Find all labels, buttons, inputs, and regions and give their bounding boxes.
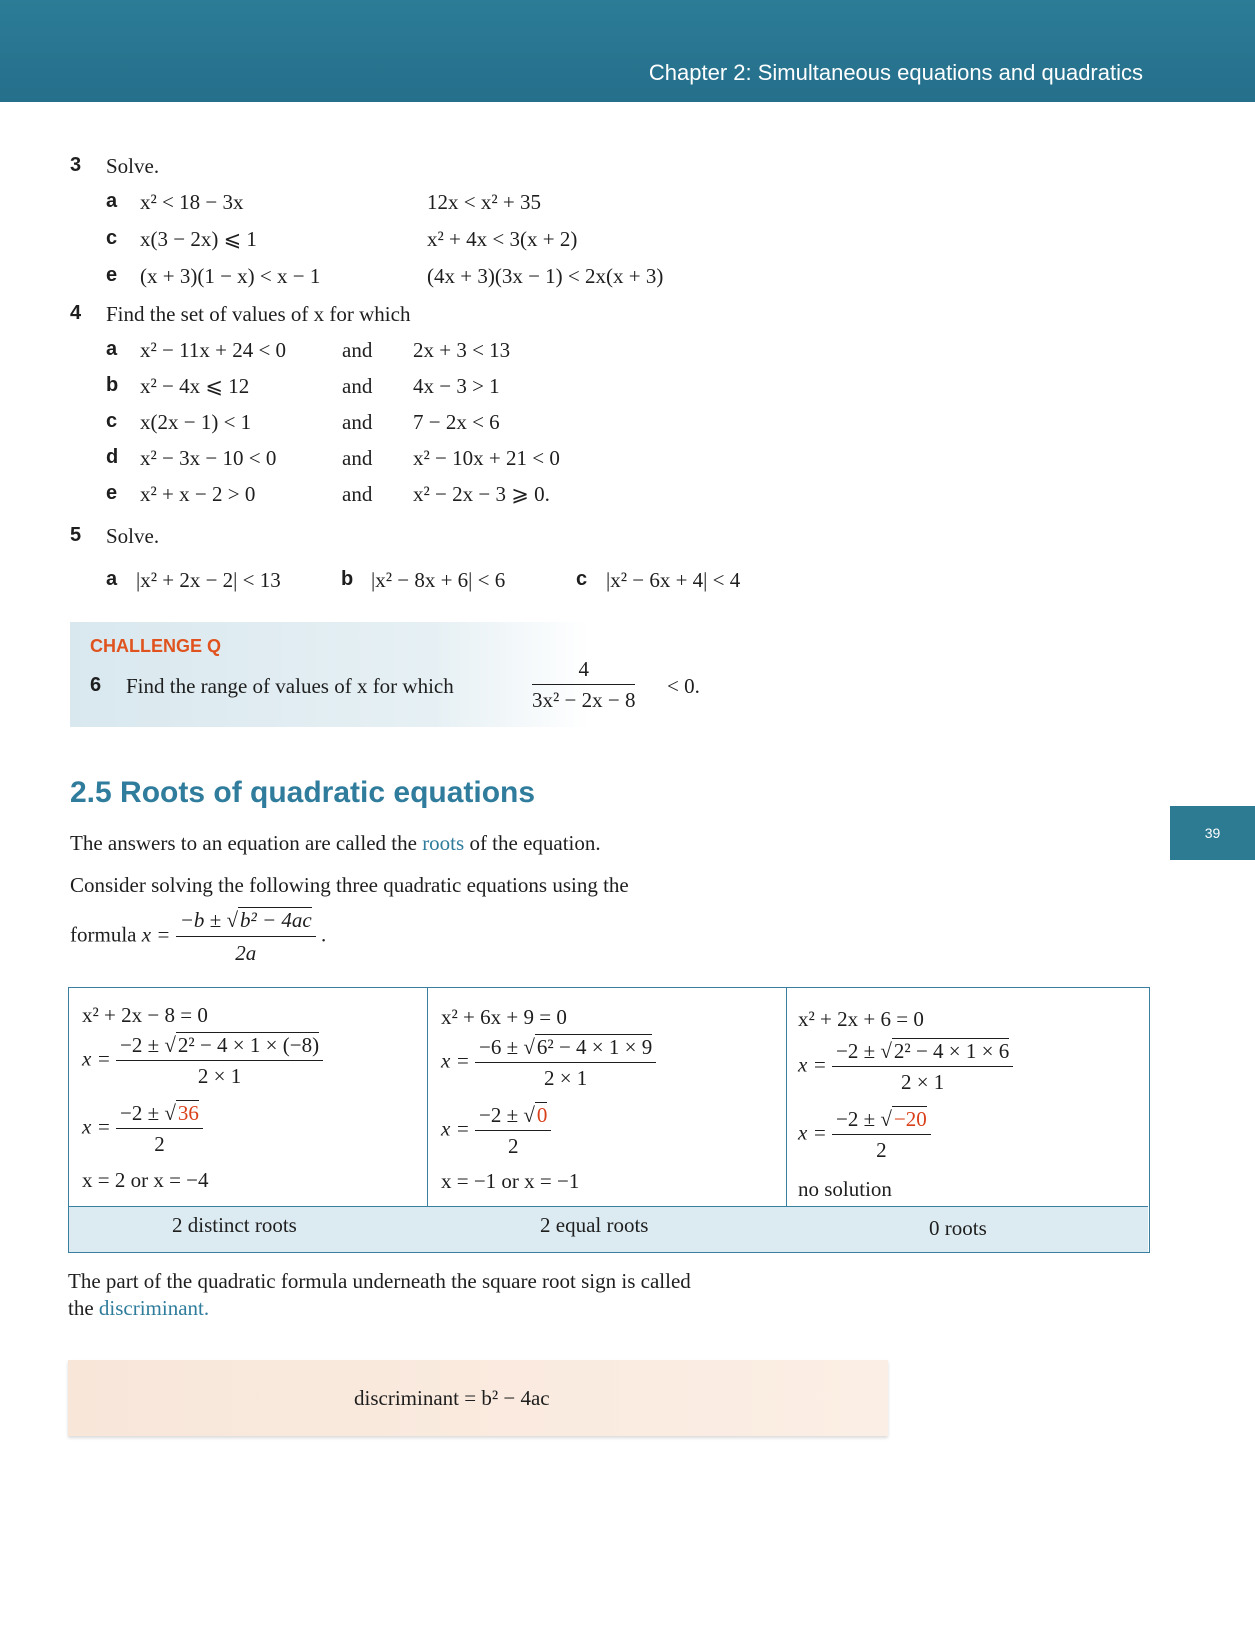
page-number: 39 [1204, 825, 1221, 841]
col2-step1-pre: −6 ± [479, 1035, 524, 1059]
formula-lhs: x = [141, 922, 171, 947]
challenge-fraction [532, 656, 635, 713]
discriminant-formula: discriminant = b² − 4ac [354, 1386, 550, 1410]
q3-label-f: f [395, 264, 402, 286]
q5-label-c: c [576, 568, 588, 590]
challenge-denominator: 3x² − 2x − 8 [532, 688, 636, 712]
chapter-header-bar [0, 0, 1255, 102]
quadratic-formula: formula x = $\frac{\text{−b ± √b² − 4ac}}{2a}$ . [70, 908, 327, 965]
q4-left-c: x(2x − 1) < 1 [140, 410, 252, 434]
col3-step2-denominator: 2 [876, 1138, 887, 1162]
paragraph-roots-before: The answers to an equation are called the [70, 831, 417, 855]
paragraph-discriminant-pre: the [68, 1296, 94, 1320]
col1-equation: x² + 2x − 8 = 0 [82, 1003, 208, 1027]
keyword-discriminant: discriminant. [98, 1296, 210, 1320]
q5-number: 5 [70, 524, 82, 546]
paragraph-roots-after: of the equation. [469, 831, 601, 855]
q5-expr-a: |x² + 2x − 2| < 13 [136, 568, 281, 592]
q3-number: 3 [70, 154, 82, 176]
q4-label-a: a [106, 338, 118, 360]
col3-step1-denominator: 2 × 1 [900, 1070, 945, 1094]
col1-step2-pre: −2 ± [120, 1101, 165, 1125]
col1-step1-radicand: 2² − 4 × 1 × (−8) [177, 1033, 320, 1057]
col2-roots-label: 2 equal roots [540, 1213, 649, 1237]
paragraph-discriminant-line2 [68, 1295, 209, 1321]
paragraph-discriminant-line1: The part of the quadratic formula underneath the square root sign is called [68, 1269, 691, 1293]
q4-and-a: and [342, 338, 373, 362]
q4-label-e: e [106, 482, 118, 504]
formula-denominator: 2a [235, 941, 257, 965]
col1-step1-pre: −2 ± [120, 1033, 165, 1057]
q5-expr-b: |x² − 8x + 6| < 6 [371, 568, 506, 592]
q4-and-b: and [342, 374, 373, 398]
col1-step2-denominator: 2 [154, 1132, 165, 1156]
q3-label-b: b [395, 190, 408, 212]
col2-step1-radicand: 6² − 4 × 1 × 9 [536, 1035, 653, 1059]
q4-right-b: 4x − 3 > 1 [413, 374, 500, 398]
col2-step2-radicand: 0 [536, 1103, 548, 1127]
challenge-text: Find the range of values of x for which [126, 674, 454, 698]
col1-roots-label: 2 distinct roots [172, 1213, 297, 1237]
q3-expr-f: (4x + 3)(3x − 1) < 2x(x + 3) [427, 264, 664, 288]
col2-equation: x² + 6x + 9 = 0 [441, 1005, 567, 1029]
q4-right-d: x² − 10x + 21 < 0 [413, 446, 560, 470]
q5-label-b: b [341, 568, 354, 590]
q3-expr-e: (x + 3)(1 − x) < x − 1 [140, 264, 321, 288]
col2-step2-denominator: 2 [507, 1134, 519, 1158]
q3-expr-b: 12x < x² + 35 [427, 190, 541, 214]
formula-num-radicand: b² − 4ac [239, 908, 312, 932]
col1-step1: x = $\frac{\text{−2 ± √2² − 4 × 1 × (−8)}}{2 \times 1}$ [82, 1032, 323, 1089]
q3-label-d: d [395, 227, 408, 249]
col1-result: x = 2 or x = −4 [82, 1168, 209, 1192]
col2-result: x = −1 or x = −1 [441, 1169, 580, 1193]
challenge-numerator: 4 [532, 656, 635, 685]
col1-step2: x = $\frac{-2 \pm √36}{2}$ [82, 1100, 203, 1157]
page-number-tab [1170, 806, 1255, 860]
q4-left-e: x² + x − 2 > 0 [140, 482, 256, 506]
chapter-title: Chapter 2: Simultaneous equations and quadratics [648, 60, 1143, 85]
q3-expr-c: x(3 − 2x) ⩽ 1 [140, 227, 257, 251]
col3-step1-radicand: 2² − 4 × 1 × 6 [893, 1039, 1010, 1063]
q4-label-d: d [106, 446, 119, 468]
paragraph-consider: Consider solving the following three quadratic equations using the [70, 873, 629, 897]
formula-end: . [321, 922, 327, 947]
col3-step2: x = $\frac{-2 \pm √-20}{2}$ [798, 1106, 931, 1163]
col3-result: no solution [798, 1177, 892, 1201]
col2-step1-lhs: x = [441, 1048, 470, 1073]
q4-right-a: 2x + 3 < 13 [413, 338, 511, 362]
col2-step2-pre: −2 ± [479, 1103, 524, 1127]
q5-expr-c: |x² − 6x + 4| < 4 [606, 568, 741, 592]
q4-and-e: and [342, 482, 373, 506]
paragraph-roots [70, 830, 601, 856]
q4-left-d: x² − 3x − 10 < 0 [140, 446, 277, 470]
col2-step2: x = $\frac{-2 \pm √0}{2}$ [441, 1102, 551, 1159]
section-heading: 2.5 Roots of quadratic equations [70, 776, 536, 809]
col3-roots-label: 0 roots [929, 1216, 987, 1240]
col2-step1: x = $\frac{\text{−6 ± √6² − 4 × 1 × 9}}{2 \times 1}$ [441, 1034, 656, 1091]
col3-step2-pre: −2 ± [836, 1107, 881, 1131]
q5-label-a: a [106, 568, 118, 590]
q4-left-a: x² − 11x + 24 < 0 [140, 338, 287, 362]
discriminant-box [68, 1360, 888, 1436]
col1-step1-denominator: 2 × 1 [197, 1064, 242, 1088]
q4-right-e: x² − 2x − 3 ⩾ 0. [413, 482, 550, 506]
q4-right-c: 7 − 2x < 6 [413, 410, 500, 434]
col3-step1: x = $\frac{\text{−2 ± √2² − 4 × 1 × 6}}{2 \times 1}$ [798, 1038, 1013, 1095]
q4-left-b: x² − 4x ⩽ 12 [140, 374, 250, 398]
col1-step1-lhs: x = [82, 1046, 111, 1071]
q5-prompt: Solve. [106, 524, 160, 548]
col3-step1-pre: −2 ± [836, 1039, 881, 1063]
q3-expr-d: x² + 4x < 3(x + 2) [427, 227, 578, 251]
col3-step1-lhs: x = [798, 1052, 827, 1077]
q3-label-a: a [106, 190, 118, 212]
q4-number: 4 [70, 302, 82, 324]
q4-label-b: b [106, 374, 119, 396]
challenge-tail: < 0. [667, 674, 700, 698]
q3-prompt: Solve. [106, 154, 160, 178]
q3-expr-a: x² < 18 − 3x [140, 190, 244, 214]
keyword-roots: roots [422, 831, 465, 855]
q4-and-d: and [342, 446, 373, 470]
formula-num-pre: −b ± [179, 908, 227, 932]
col3-step2-radicand: −20 [893, 1107, 927, 1131]
col1-step2-lhs: x = [82, 1114, 111, 1139]
q4-and-c: and [342, 410, 373, 434]
col3-step2-lhs: x = [798, 1120, 827, 1145]
q3-label-c: c [106, 227, 118, 249]
q3-label-e: e [106, 264, 118, 286]
challenge-number: 6 [90, 674, 102, 696]
q4-prompt: Find the set of values of x for which [106, 302, 411, 326]
col2-step1-denominator: 2 × 1 [543, 1066, 588, 1090]
col1-step2-radicand: 36 [177, 1101, 199, 1125]
formula-word: formula [70, 922, 137, 947]
q4-label-c: c [106, 410, 118, 432]
challenge-title: CHALLENGE Q [90, 636, 222, 656]
col3-equation: x² + 2x + 6 = 0 [798, 1007, 924, 1031]
col2-step2-lhs: x = [441, 1116, 470, 1141]
